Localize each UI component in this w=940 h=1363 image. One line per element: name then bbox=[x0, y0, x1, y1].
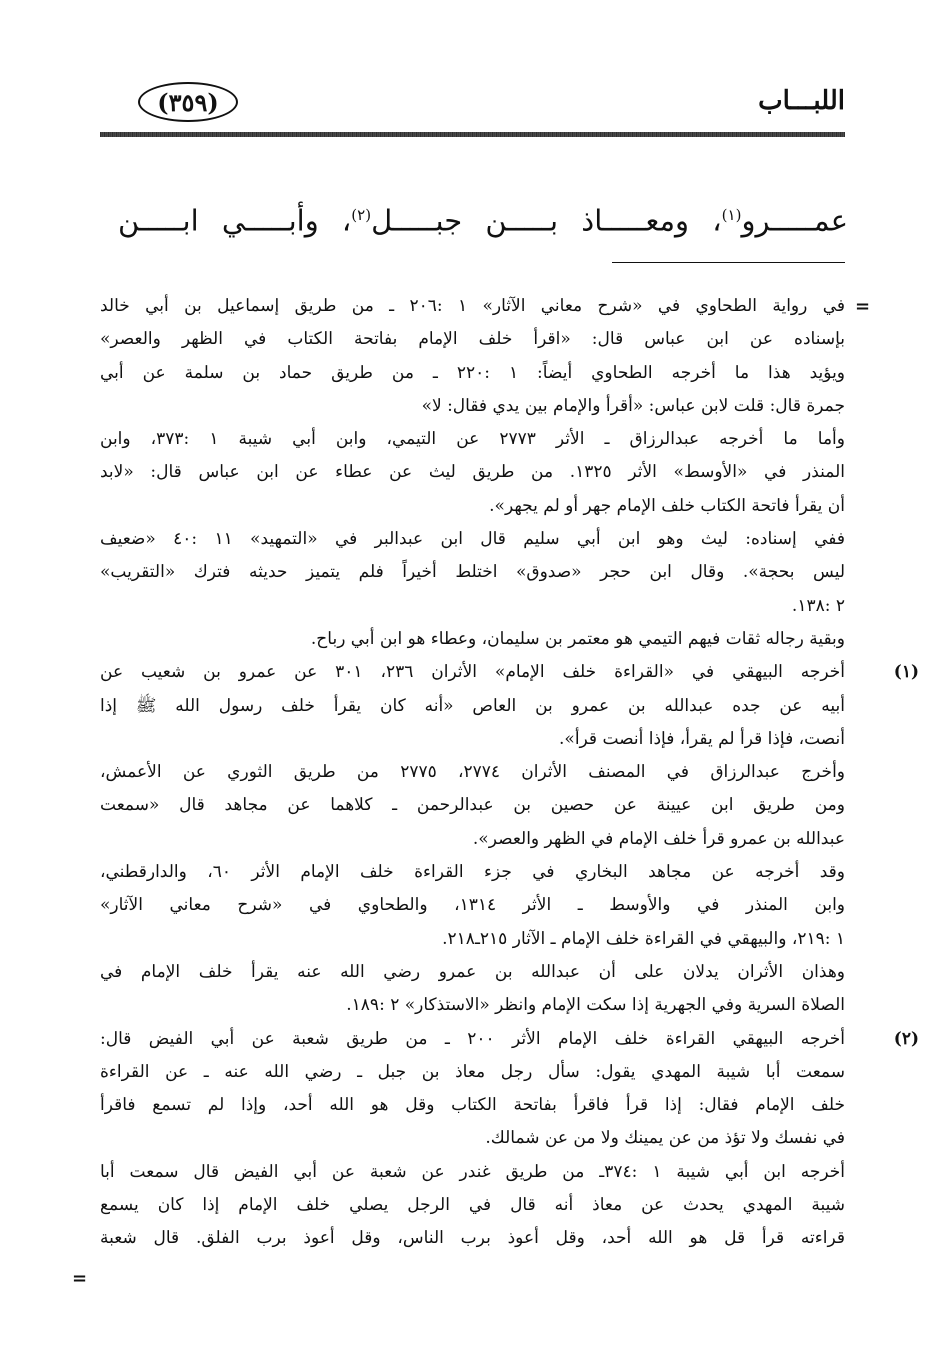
footnote-number-1: (١) bbox=[893, 662, 919, 683]
main-text-part-3: ، وأبـــــي ابـــــن bbox=[118, 203, 352, 238]
footnote-line: ويؤيد هذا ما أخرجه الطحاوي أيضاً: ١ :٢٢٠ ـ من طريق حماد بن سلمة عن أبي bbox=[100, 362, 845, 383]
main-text-part-1: عمـــــرو bbox=[741, 203, 848, 238]
footnote-line: وأما ما أخرجه عبدالرزاق ـ الأثر ٢٧٧٣ عن التيمي، وابن أبي شيبة ١ :٣٧٣، وابن bbox=[100, 429, 845, 450]
footnote-line: أبيه عن جده عبدالله بن عمرو بن العاص «أنه كان يقرأ خلف رسول الله ﷺ إذا bbox=[100, 695, 845, 716]
footnote-line: أخرجه البيهقي في «القراءة خلف الإمام» الأثران ٢٣٦، ٣٠١ عن عمرو بن شعيب عن bbox=[100, 662, 845, 683]
footnote-line: ومن طريق ابن عيينة عن حصين بن عبدالرحمن ـ كلاهما عن مجاهد قال «سمعت bbox=[100, 795, 845, 816]
footnote-line: أخرجه ابن أبي شيبة ١ :٣٧٤ـ من طريق غندر عن شعبة عن أبي الفيض قال سمعت أبا bbox=[100, 1161, 845, 1182]
continuation-mark-bottom: = bbox=[72, 1268, 88, 1289]
footnote-line: وبقية رجاله ثقات فيهم التيمي هو معتمر بن سليمان، وعطاء هو ابن أبي رباح. bbox=[310, 628, 845, 649]
footnote-line: الصلاة السرية وفي الجهرية إذا سكت الإمام وانظر «الاستذكار» ٢ :١٨٩. bbox=[346, 995, 845, 1016]
footnote-line: شيبة المهدي يحدث عن معاذ أنه قال في الرجل يصلي خلف الإمام إذا كان يسمع bbox=[100, 1195, 845, 1216]
footnote-line: خلف الإمام فقال: إذا قرأ فاقرأ بفاتحة الكتاب وقل هو الله أحد، وإذا لم تسمع فاقرأ bbox=[100, 1095, 845, 1116]
footnote-line: وأخرج عبدالرزاق في المصنف الأثران ٢٧٧٤، ٢٧٧٥ من طريق الثوري عن الأعمش، bbox=[100, 762, 845, 783]
continuation-mark-top: = bbox=[855, 296, 871, 317]
page-header bbox=[100, 80, 845, 140]
footnote-line: ليس بحجة». وقال ابن حجر «صدوق» اختلط أخيراً فلم يتميز حديثه فترك «التقريب» bbox=[100, 562, 845, 583]
footnote-line: ١ :٢١٩، والبيهقي في القراءة خلف الإمام ـ الآثار ٢١٥ـ٢١٨. bbox=[442, 928, 845, 949]
footnote-line: ففي إسناده: ليث وهو ابن أبي سليم قال ابن عبدالبر في «التمهيد» ١١ :٤٠ «ضعيف bbox=[100, 529, 845, 550]
footnote-line: وهذان الأثران يدلان على أن عبدالله بن عمرو رضي الله عنه يقرأ خلف الإمام في bbox=[100, 961, 845, 982]
footnote-line: وقد أخرجه عن مجاهد البخاري في جزء القراءة خلف الإمام الأثر ٦٠، والدارقطني، bbox=[100, 862, 845, 883]
footnote-number-2: (٢) bbox=[893, 1028, 919, 1049]
footnote-line: جمرة قال: قلت لابن عباس: «أقرأ والإمام بين يدي فقال: لا» bbox=[421, 395, 845, 416]
footnote-line: في نفسك ولا تؤذ من عن يمينك ولا من عن شمالك. bbox=[485, 1128, 845, 1149]
main-text-part-2: ، ومعـــــاذ بـــــن جبـــــل bbox=[371, 203, 722, 238]
footnote-line: أن يقرأ فاتحة الكتاب خلف الإمام جهر أو لم يجهر». bbox=[489, 495, 845, 516]
footnote-separator bbox=[612, 262, 845, 263]
header-rule bbox=[100, 132, 845, 137]
footnote-line: المنذر في «الأوسط» الأثر ١٣٢٥. من طريق ليث عن عطاء عن ابن عباس قال: «لابد bbox=[100, 462, 845, 483]
footnote-ref-1: (١) bbox=[721, 206, 742, 224]
footnote-line: سمعت أبا شيبة المهدي يقول: سأل رجل معاذ بن جبل ـ رضي الله عنه ـ عن القراءة bbox=[100, 1061, 845, 1082]
footnote-line: عبدالله بن عمرو قرأ خلف الإمام في الظهر والعصر». bbox=[472, 828, 845, 849]
footnotes-area bbox=[100, 290, 919, 1256]
footnote-line: بإسناده عن ابن عباس قال: «اقرأ خلف الإمام بفاتحة الكتاب في الظهر والعصر» bbox=[100, 329, 845, 350]
book-title: اللبـــاب bbox=[758, 86, 845, 116]
footnote-2 bbox=[100, 1023, 919, 1256]
footnote-line: أخرجه البيهقي القراءة خلف الإمام الأثر ٢٠٠ ـ من طريق شعبة عن أبي الفيض قال: bbox=[100, 1028, 845, 1049]
footnote-line: أنصت، فإذا قرأ لم يقرأ، فإذا أنصت قرأ». bbox=[559, 728, 845, 749]
footnote-line: في رواية الطحاوي في «شرح معاني الآثار» ١ :٢٠٦ ـ من طريق إسماعيل بن أبي خالد bbox=[100, 296, 845, 316]
page-number: (٣٥٩) bbox=[138, 82, 238, 122]
footnote-line: قراءته قرأ قل هو الله أحد، وقل أعوذ برب الناس، وقل أعوذ برب الفلق. قال شعبة bbox=[100, 1228, 845, 1249]
footnote-line: وابن المنذر في والأوسط ـ الأثر ١٣١٤، والطحاوي في «شرح معاني الآثار» bbox=[100, 895, 845, 916]
main-text-line bbox=[118, 190, 848, 246]
footnote-continuation bbox=[100, 290, 845, 656]
footnote-1 bbox=[100, 656, 919, 1022]
footnote-line: ٢ :١٣٨. bbox=[791, 595, 845, 616]
footnote-ref-2: (٢) bbox=[351, 206, 372, 224]
